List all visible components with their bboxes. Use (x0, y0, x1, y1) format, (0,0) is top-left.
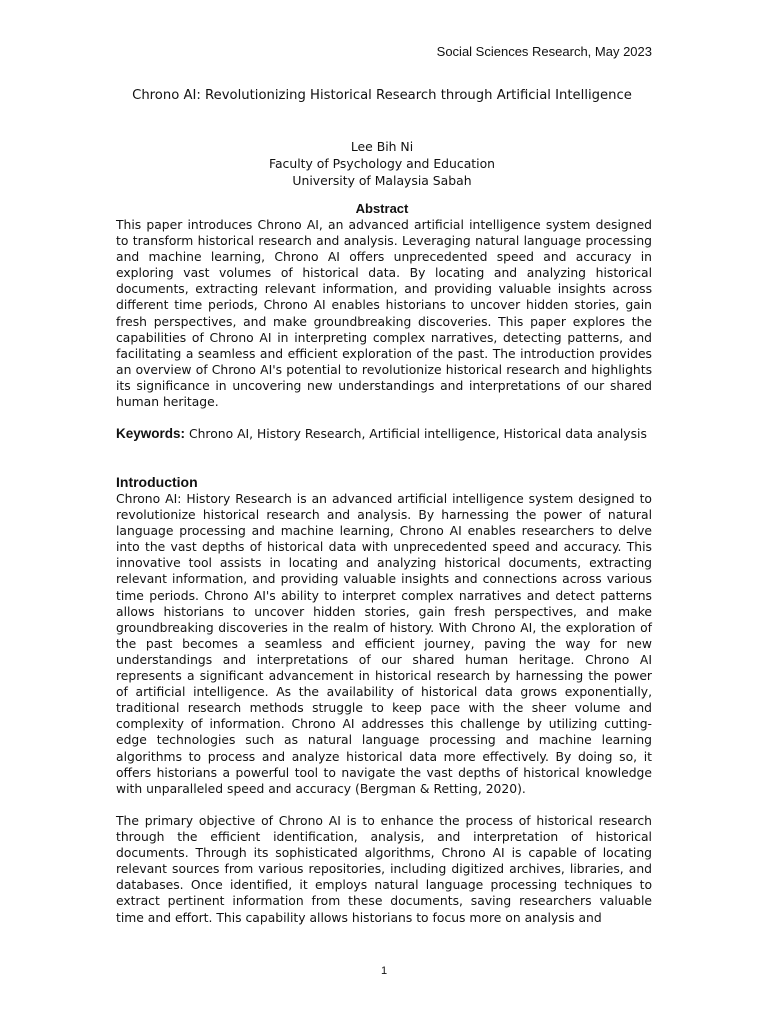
abstract-heading: Abstract (355, 201, 409, 216)
abstract-text: This paper introduces Chrono AI, an advanced artificial intelligence system designed to transform historical research and analysis. Leveraging natural language processing and machine learning, Chrono AI offers unprecedented speed and accuracy in exploring vast volumes of historical data. By locating and analyzing historical documents, extracting relevant information, and providing valuable insights across different time periods, Chrono AI enables historians to uncover hidden stories, gain fresh perspectives, and make groundbreaking discoveries. This paper explores the capabilities of Chrono AI in interpreting complex narratives, detecting patterns, and facilitating a seamless and efficient exploration of the past. The introduction provides an overview of Chrono AI's potential to revolutionize historical research and highlights its significance in uncovering new understandings and interpretations of our shared human heritage. (116, 218, 652, 410)
journal-header: Social Sciences Research, May 2023 (436, 44, 652, 59)
page-number: 1 (380, 965, 388, 977)
keywords-label: Keywords: (116, 426, 186, 441)
keywords-block (116, 426, 652, 442)
author-block (116, 138, 648, 189)
introduction-heading: Introduction (116, 474, 198, 490)
paper-title: Chrono AI: Revolutionizing Historical Research through Artificial Intelligence (132, 88, 632, 103)
introduction-paragraph-1: Chrono AI: History Research is an advanced artificial intelligence system designed to revolutionize historical research and analysis. By harnessing the power of natural language processing and machine learning, Chrono AI enables researchers to delve into the vast depths of historical data with unprecedented speed and accuracy. This innovative tool assists in locating and analyzing historical documents, extracting relevant information, and providing valuable insights and connections across various time periods. Chrono AI's ability to interpret complex narratives and detect patterns allows historians to uncover hidden stories, gain fresh perspectives, and make groundbreaking discoveries in the realm of history. With Chrono AI, the exploration of the past becomes a seamless and efficient journey, paving the way for new understandings and interpretations of our shared human heritage. Chrono AI represents a significant advancement in historical research by harnessing the power of artificial intelligence. As the availability of historical data grows exponentially, traditional research methods struggle to keep pace with the sheer volume and complexity of information. Chrono AI addresses this challenge by utilizing cutting-edge technologies such as natural language processing and machine learning algorithms to process and analyze historical data more effectively. By doing so, it offers historians a powerful tool to navigate the vast depths of historical knowledge with unparalleled speed and accuracy (Bergman & Retting, 2020). (116, 492, 652, 796)
author-name: Lee Bih Ni (350, 139, 414, 154)
introduction-paragraph-2: The primary objective of Chrono AI is to enhance the process of historical research through the efficient identification, analysis, and interpretation of historical documents. Through its sophisticated algorithms, Chrono AI is capable of locating relevant sources from various repositories, including digitized archives, libraries, and databases. Once identified, it employs natural language processing techniques to extract pertinent information from these documents, saving researchers valuable time and effort. This capability allows historians to focus more on analysis and (116, 814, 652, 925)
author-affiliation-university: University of Malaysia Sabah (292, 173, 472, 188)
author-affiliation-faculty: Faculty of Psychology and Education (268, 156, 496, 171)
keywords-text: Chrono AI, History Research, Artificial intelligence, Historical data analysis (188, 427, 647, 441)
